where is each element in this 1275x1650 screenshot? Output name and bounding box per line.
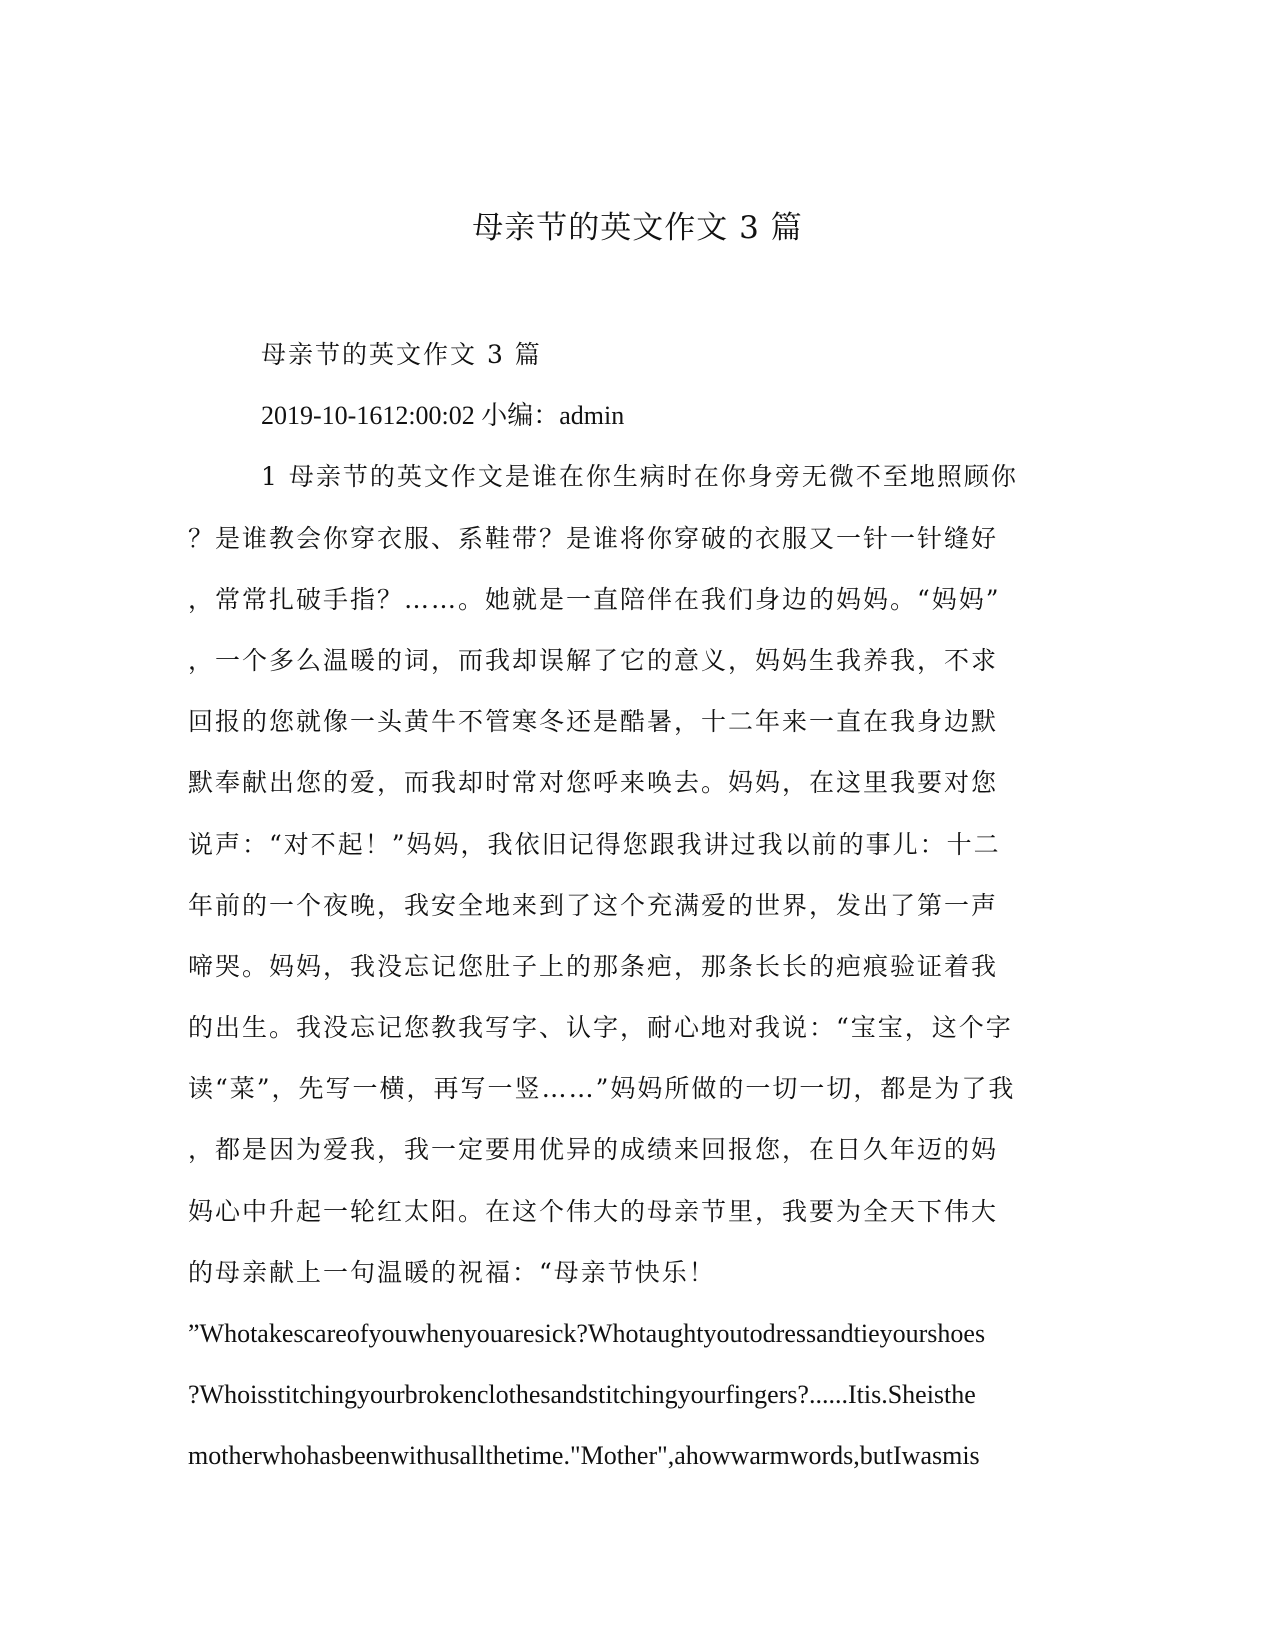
document-title: 母亲节的英文作文 3 篇	[472, 210, 803, 246]
document-body	[188, 335, 1078, 1498]
paragraph-line: 回报的您就像一头黄牛不管寒冬还是酷暑，十二年来一直在我身边默	[188, 707, 999, 737]
paragraph-line: 读“菜”，先写一横，再写一竖……”妈妈所做的一切一切，都是为了我	[188, 1074, 1016, 1104]
paragraph-line: ，常常扎破手指？……。她就是一直陪伴在我们身边的妈妈。“妈妈”	[188, 584, 1001, 614]
paragraph-line: 说声：“对不起！”妈妈，我依旧记得您跟我讲过我以前的事儿：十二	[188, 829, 1001, 859]
paragraph-line: 的出生。我没忘记您教我写字、认字，耐心地对我说：“宝宝，这个字	[188, 1013, 1013, 1043]
paragraph-line: 妈心中升起一轮红太阳。在这个伟大的母亲节里，我要为全天下伟大	[188, 1196, 999, 1226]
english-line: ”Whotakescareofyouwhenyouaresick?Whotaughtyoutodressandtieyourshoes	[188, 1319, 986, 1348]
english-line: ?Whoisstitchingyourbrokenclothesandstitchingyourfingers?......Itis.Sheisthe	[188, 1380, 976, 1410]
paragraph-line: 年前的一个夜晚，我安全地来到了这个充满爱的世界，发出了第一声	[188, 890, 999, 920]
paragraph-line: ，一个多么温暖的词，而我却误解了它的意义，妈妈生我养我，不求	[188, 645, 999, 675]
english-line: motherwhohasbeenwithusallthetime."Mother",ahowwarmwords,butIwasmis	[188, 1441, 980, 1471]
paragraph-line: 的母亲献上一句温暖的祝福：“母亲节快乐！	[188, 1257, 716, 1287]
paragraph-line: ？是谁教会你穿衣服、系鞋带？是谁将你穿破的衣服又一针一针缝好	[188, 523, 999, 553]
paragraph-line: 默奉献出您的爱，而我却时常对您呼来唤去。妈妈，在这里我要对您	[188, 768, 999, 798]
document-subtitle: 母亲节的英文作文 3 篇	[261, 340, 542, 369]
document-meta-line: 2019-10-1612:00:02 小编：admin	[261, 401, 625, 431]
paragraph-line: 1 母亲节的英文作文是谁在你生病时在你身旁无微不至地照顾你	[261, 462, 1018, 492]
paragraph-line: ，都是因为爱我，我一定要用优异的成绩来回报您，在日久年迈的妈	[188, 1135, 999, 1165]
paragraph-line: 啼哭。妈妈，我没忘记您肚子上的那条疤，那条长长的疤痕验证着我	[188, 951, 999, 981]
